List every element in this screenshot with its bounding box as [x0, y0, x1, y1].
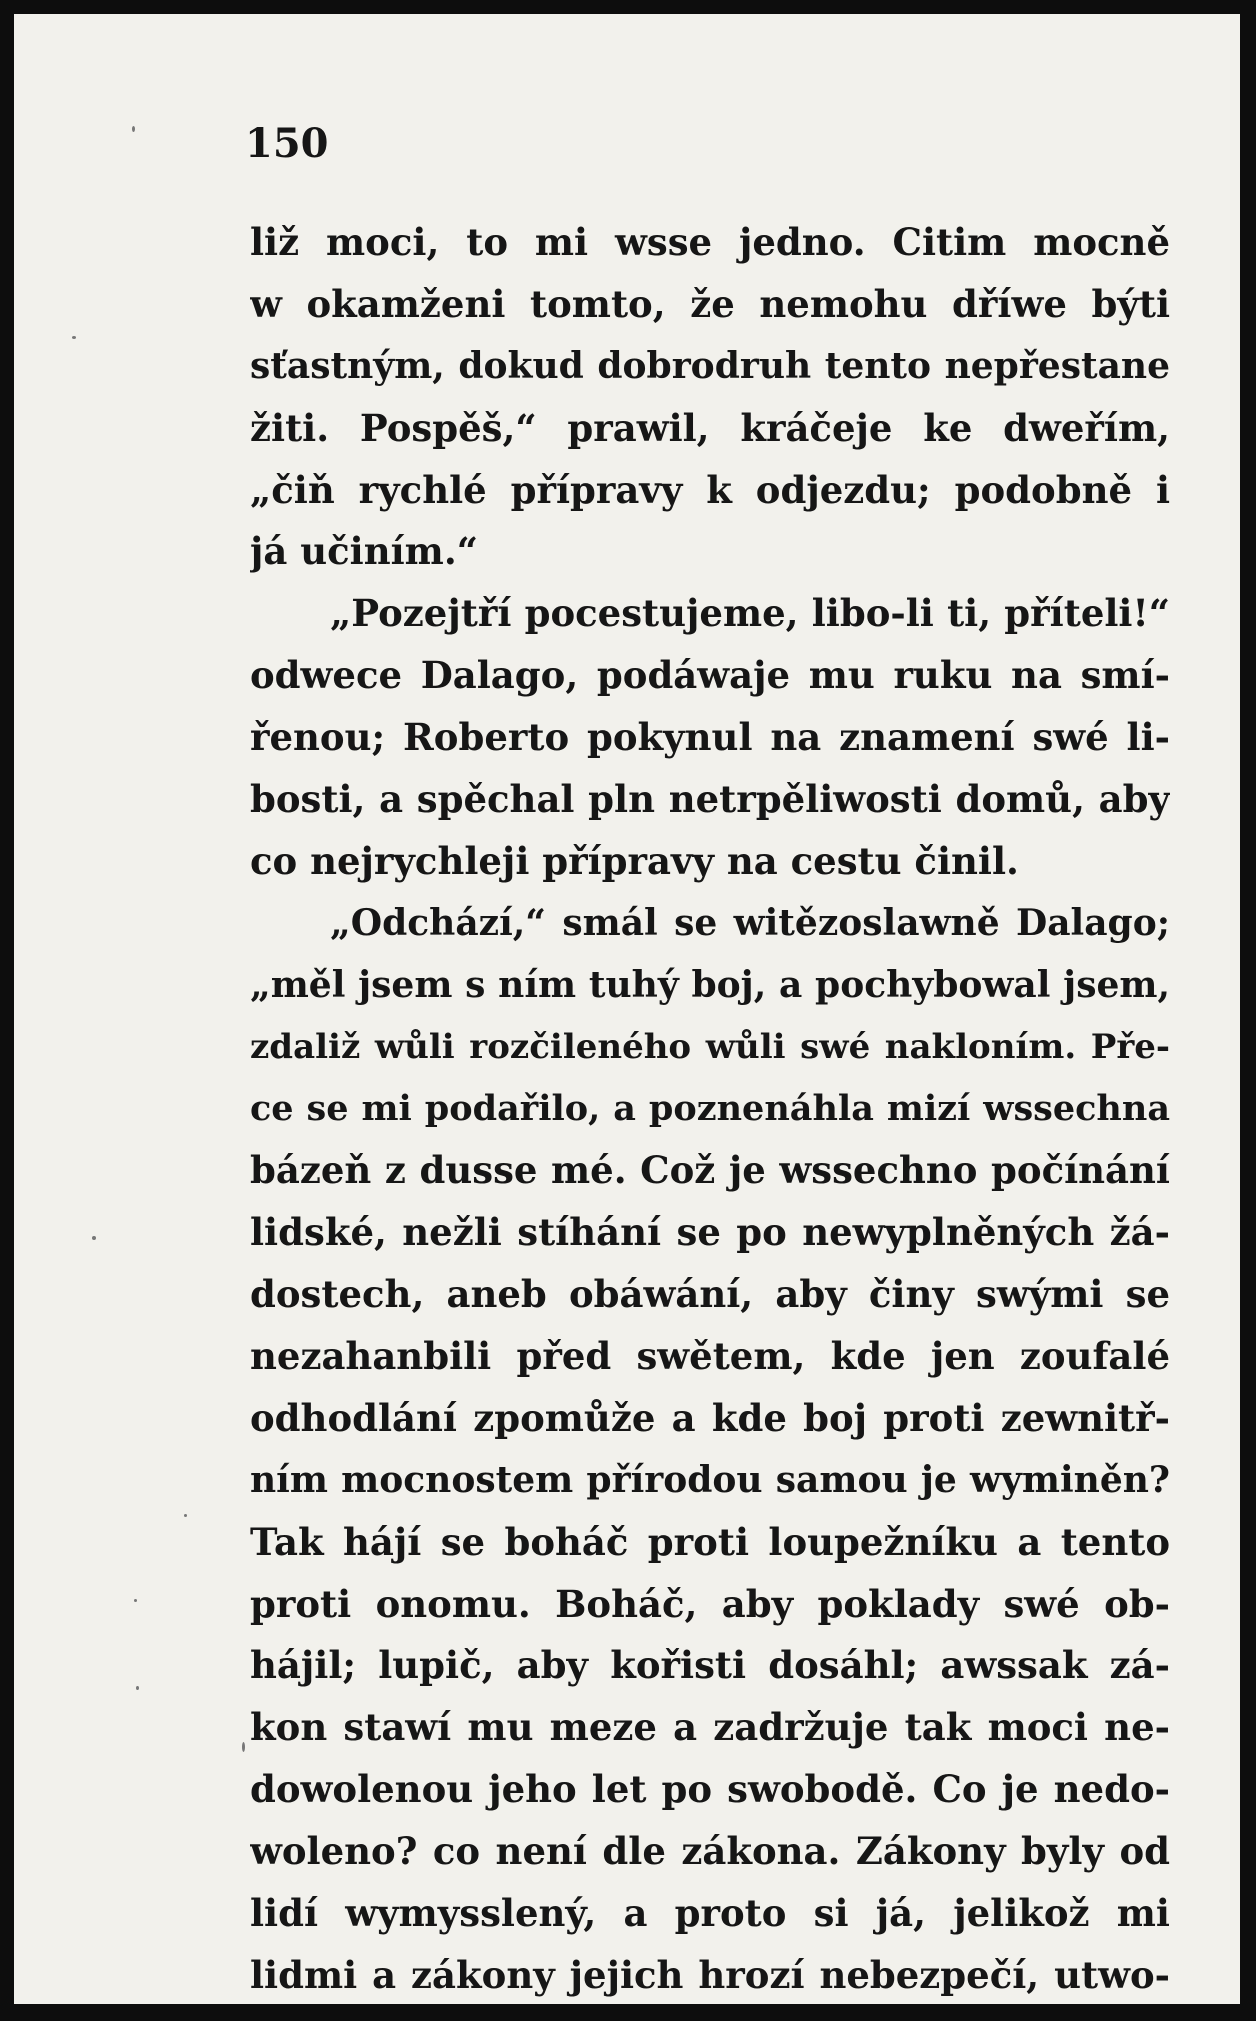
text-line: lidmi a zákony jejich hrozí nebezpečí, utwo-	[250, 1952, 1170, 1997]
text-line: kon stawí mu meze a zadržuje tak moci ne-	[250, 1705, 1170, 1750]
text-line: bázeň z dusse mé. Což je wssechno počínání	[250, 1148, 1170, 1193]
text-line: nezahanbili před swětem, kde jen zoufalé	[250, 1334, 1170, 1379]
text-line: w okamženi tomto, že nemohu dříwe býti	[250, 281, 1170, 326]
text-line: woleno? co není dle zákona. Zákony byly od	[250, 1829, 1170, 1874]
scan-speck	[132, 126, 135, 132]
scan-speck	[134, 1599, 137, 1602]
text-line: Tak hájí se boháč proti loupežníku a tento	[250, 1519, 1170, 1564]
text-line: „Odchází,“ smál se witězoslawně Dalago;	[330, 901, 1170, 944]
text-line: proti onomu. Boháč, aby poklady swé ob-	[250, 1581, 1170, 1626]
text-line: ce se mi podařilo, a poznenáhla mizí wssechna	[250, 1088, 1170, 1130]
scan-speck	[242, 1742, 245, 1752]
scan-speck	[184, 1514, 187, 1517]
text-line: já učiním.“	[250, 529, 478, 574]
scan-speck	[72, 336, 76, 339]
book-page	[14, 14, 1240, 2004]
text-line: „Pozejtří pocestujeme, libo-li ti, příteli!“	[330, 591, 1170, 636]
text-line: odhodlání zpomůže a kde boj proti zewnitř-	[250, 1395, 1170, 1440]
text-line: dostech, aneb obáwání, aby činy swými se	[250, 1272, 1170, 1317]
text-line: lidské, nežli stíhání se po newyplněných žá-	[250, 1210, 1170, 1255]
text-line: hájil; lupič, aby kořisti dosáhl; awssak zá-	[250, 1643, 1170, 1688]
text-line: lidí wymysslený, a proto si já, jelikož mi	[250, 1891, 1170, 1936]
text-line: zdaliž wůli rozčileného wůli swé nakloním. Pře-	[250, 1026, 1170, 1067]
body-text	[250, 212, 1170, 2004]
text-line: „čiň rychlé přípravy k odjezdu; podobně i	[250, 467, 1170, 512]
text-line: dowolenou jeho let po swobodě. Co je nedo-	[250, 1767, 1170, 1812]
scan-speck	[92, 1236, 96, 1240]
text-line: ním mocnostem přírodou samou je wyminěn?	[250, 1458, 1170, 1501]
text-line: co nejrychleji přípravy na cestu činil.	[250, 838, 1019, 883]
scan-speck	[136, 1686, 139, 1690]
page-number: 150	[245, 120, 329, 167]
text-line: liž moci, to mi wsse jedno. Citim mocně	[250, 220, 1170, 264]
text-line: sťastným, dokud dobrodruh tento nepřestane	[250, 344, 1170, 387]
text-line: bosti, a spěchal pln netrpěliwosti domů, aby	[250, 777, 1170, 822]
text-line: řenou; Roberto pokynul na znamení swé li-	[250, 715, 1170, 760]
text-line: odwece Dalago, podáwaje mu ruku na smí-	[250, 653, 1170, 698]
text-line: žiti. Pospěš,“ prawil, kráčeje ke dweřím,	[250, 405, 1170, 450]
text-line: „měl jsem s ním tuhý boj, a pochybowal jsem,	[250, 963, 1170, 1006]
